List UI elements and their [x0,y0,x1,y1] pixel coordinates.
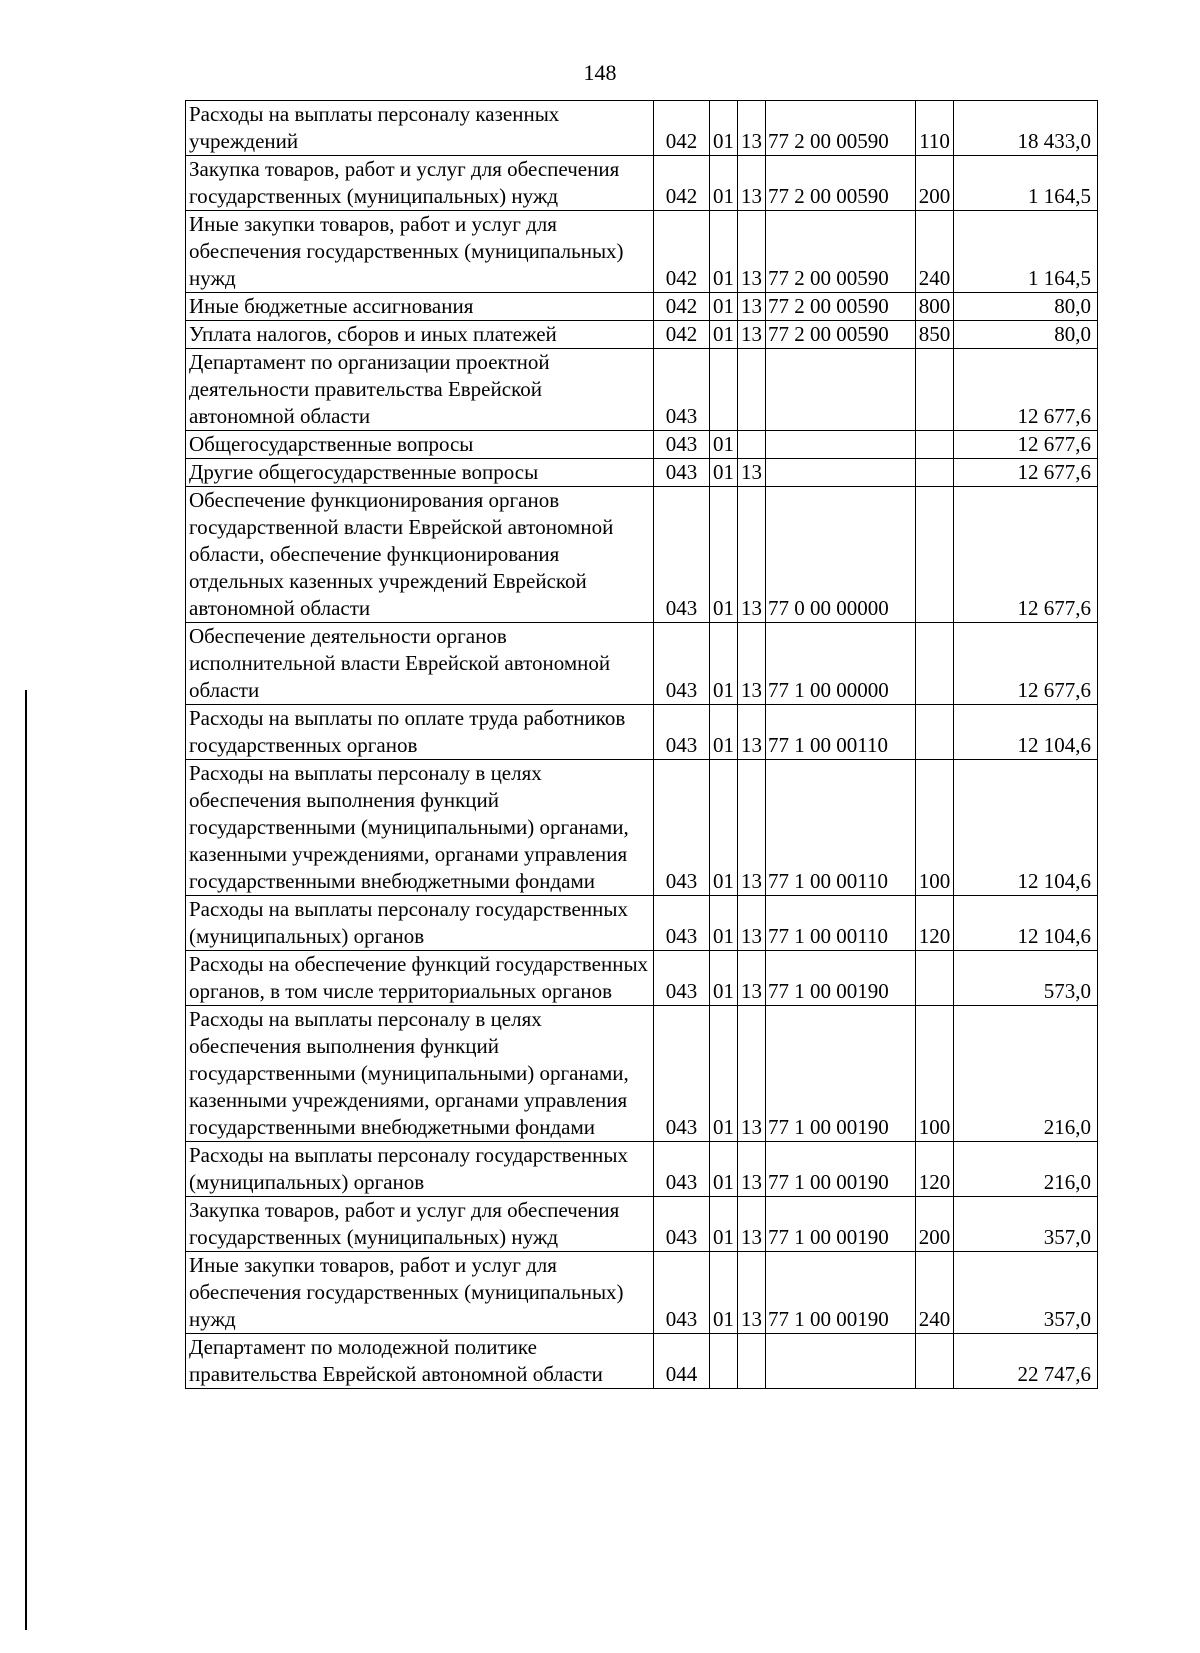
row-amount: 22 747,6 [954,1334,1098,1389]
row-name: Закупка товаров, работ и услуг для обеспечения государственных (муниципальных) нужд [186,156,654,211]
row-ministry-code: 043 [654,760,710,896]
table-row [186,156,1098,211]
table-row [186,1334,1098,1389]
row-amount: 12 677,6 [954,487,1098,623]
row-article-code [766,1334,916,1389]
row-expense-type [916,431,954,459]
table-row [186,1142,1098,1197]
row-section-code: 01 [710,1197,738,1252]
row-subsection-code: 13 [738,1252,766,1334]
row-amount: 12 677,6 [954,459,1098,487]
row-amount: 12 677,6 [954,349,1098,431]
row-ministry-code: 043 [654,431,710,459]
table-row [186,705,1098,760]
row-subsection-code [738,1334,766,1389]
row-expense-type: 100 [916,1006,954,1142]
row-article-code: 77 2 00 00590 [766,293,916,321]
table-row [186,211,1098,293]
table-row [186,760,1098,896]
row-amount: 12 104,6 [954,705,1098,760]
row-ministry-code: 043 [654,623,710,705]
table-row [186,951,1098,1006]
row-expense-type [916,459,954,487]
row-ministry-code: 043 [654,1252,710,1334]
row-section-code: 01 [710,487,738,623]
row-section-code: 01 [710,1252,738,1334]
row-subsection-code: 13 [738,156,766,211]
row-article-code: 77 2 00 00590 [766,156,916,211]
row-name: Иные закупки товаров, работ и услуг для обеспечения государственных (муниципальных) нужд [186,1252,654,1334]
row-article-code: 77 2 00 00590 [766,211,916,293]
row-subsection-code: 13 [738,896,766,951]
row-ministry-code: 043 [654,951,710,1006]
row-amount: 357,0 [954,1197,1098,1252]
row-section-code: 01 [710,951,738,1006]
table-row [186,431,1098,459]
row-name: Департамент по организации проектной деятельности правительства Еврейской автономной области [186,349,654,431]
row-section-code: 01 [710,896,738,951]
row-section-code: 01 [710,705,738,760]
row-name: Расходы на выплаты персоналу государственных (муниципальных) органов [186,1142,654,1197]
row-subsection-code: 13 [738,1197,766,1252]
row-subsection-code: 13 [738,321,766,349]
row-section-code: 01 [710,459,738,487]
row-article-code [766,431,916,459]
row-ministry-code: 044 [654,1334,710,1389]
row-name: Иные закупки товаров, работ и услуг для обеспечения государственных (муниципальных) нужд [186,211,654,293]
row-ministry-code: 043 [654,705,710,760]
table-row [186,101,1098,156]
row-expense-type [916,623,954,705]
row-article-code: 77 1 00 00000 [766,623,916,705]
row-article-code: 77 1 00 00190 [766,1142,916,1197]
row-ministry-code: 043 [654,1142,710,1197]
row-name: Иные бюджетные ассигнования [186,293,654,321]
row-amount: 357,0 [954,1252,1098,1334]
row-subsection-code: 13 [738,101,766,156]
row-article-code: 77 0 00 00000 [766,487,916,623]
row-subsection-code: 13 [738,760,766,896]
row-subsection-code: 13 [738,1142,766,1197]
row-name: Расходы на выплаты по оплате труда работников государственных органов [186,705,654,760]
row-amount: 12 677,6 [954,431,1098,459]
budget-table [185,100,1098,1389]
table-row [186,487,1098,623]
table-row [186,293,1098,321]
row-subsection-code: 13 [738,951,766,1006]
row-article-code [766,349,916,431]
row-name: Другие общегосударственные вопросы [186,459,654,487]
row-name: Закупка товаров, работ и услуг для обеспечения государственных (муниципальных) нужд [186,1197,654,1252]
row-section-code: 01 [710,1142,738,1197]
row-article-code: 77 2 00 00590 [766,321,916,349]
row-ministry-code: 042 [654,156,710,211]
row-name: Расходы на выплаты персоналу в целях обеспечения выполнения функций государственными (муниципальными) органами, казенными учреждениями, органами управления государственными внебюджетными фондами [186,1006,654,1142]
row-subsection-code: 13 [738,293,766,321]
row-subsection-code: 13 [738,1006,766,1142]
margin-rule [25,690,27,1630]
table-row [186,1006,1098,1142]
table-row [186,459,1098,487]
row-ministry-code: 043 [654,349,710,431]
row-subsection-code: 13 [738,487,766,623]
row-expense-type: 200 [916,1197,954,1252]
row-name: Обеспечение функционирования органов государственной власти Еврейской автономной области, обеспечение функционирования отдельных казенных учреждений Еврейской автономной области [186,487,654,623]
row-ministry-code: 043 [654,896,710,951]
row-article-code: 77 1 00 00190 [766,1006,916,1142]
row-section-code: 01 [710,156,738,211]
row-name: Обеспечение деятельности органов исполнительной власти Еврейской автономной области [186,623,654,705]
row-section-code: 01 [710,293,738,321]
row-name: Расходы на выплаты персоналу государственных (муниципальных) органов [186,896,654,951]
row-expense-type: 800 [916,293,954,321]
row-section-code: 01 [710,101,738,156]
row-subsection-code: 13 [738,623,766,705]
row-section-code: 01 [710,623,738,705]
row-article-code: 77 1 00 00190 [766,951,916,1006]
row-expense-type [916,951,954,1006]
row-expense-type [916,487,954,623]
row-section-code [710,1334,738,1389]
table-row [186,1197,1098,1252]
table-row [186,321,1098,349]
row-expense-type: 240 [916,211,954,293]
row-section-code: 01 [710,1006,738,1142]
row-expense-type: 850 [916,321,954,349]
row-section-code [710,349,738,431]
row-name: Расходы на выплаты персоналу казенных учреждений [186,101,654,156]
row-expense-type [916,1334,954,1389]
row-expense-type: 100 [916,760,954,896]
table-row [186,1252,1098,1334]
row-article-code: 77 1 00 00110 [766,896,916,951]
row-article-code: 77 1 00 00190 [766,1197,916,1252]
row-ministry-code: 042 [654,211,710,293]
row-amount: 18 433,0 [954,101,1098,156]
row-expense-type: 120 [916,896,954,951]
row-expense-type: 120 [916,1142,954,1197]
row-ministry-code: 042 [654,293,710,321]
row-name: Департамент по молодежной политике правительства Еврейской автономной области [186,1334,654,1389]
table-row [186,623,1098,705]
table-row [186,349,1098,431]
row-section-code: 01 [710,431,738,459]
row-amount: 1 164,5 [954,156,1098,211]
row-expense-type [916,349,954,431]
page-number: 148 [583,60,617,85]
table-row [186,896,1098,951]
row-expense-type: 110 [916,101,954,156]
row-amount: 1 164,5 [954,211,1098,293]
row-article-code: 77 2 00 00590 [766,101,916,156]
row-expense-type: 200 [916,156,954,211]
row-ministry-code: 043 [654,487,710,623]
row-amount: 80,0 [954,293,1098,321]
row-name: Расходы на выплаты персоналу в целях обеспечения выполнения функций государственными (муниципальными) органами, казенными учреждениями, органами управления государственными внебюджетными фондами [186,760,654,896]
row-article-code: 77 1 00 00110 [766,705,916,760]
row-subsection-code: 13 [738,211,766,293]
row-name: Расходы на обеспечение функций государственных органов, в том числе территориальных органов [186,951,654,1006]
row-subsection-code [738,431,766,459]
row-ministry-code: 042 [654,101,710,156]
row-amount: 216,0 [954,1142,1098,1197]
row-amount: 12 677,6 [954,623,1098,705]
row-name: Уплата налогов, сборов и иных платежей [186,321,654,349]
row-article-code: 77 1 00 00110 [766,760,916,896]
row-section-code: 01 [710,321,738,349]
row-expense-type [916,705,954,760]
row-expense-type: 240 [916,1252,954,1334]
row-article-code: 77 1 00 00190 [766,1252,916,1334]
budget-table-body [186,101,1098,1389]
row-section-code: 01 [710,760,738,896]
row-subsection-code [738,349,766,431]
row-ministry-code: 042 [654,321,710,349]
row-amount: 12 104,6 [954,896,1098,951]
row-subsection-code: 13 [738,705,766,760]
row-section-code: 01 [710,211,738,293]
row-ministry-code: 043 [654,459,710,487]
row-ministry-code: 043 [654,1006,710,1142]
row-amount: 216,0 [954,1006,1098,1142]
row-amount: 573,0 [954,951,1098,1006]
row-ministry-code: 043 [654,1197,710,1252]
row-amount: 12 104,6 [954,760,1098,896]
row-name: Общегосударственные вопросы [186,431,654,459]
row-article-code [766,459,916,487]
row-subsection-code: 13 [738,459,766,487]
row-amount: 80,0 [954,321,1098,349]
